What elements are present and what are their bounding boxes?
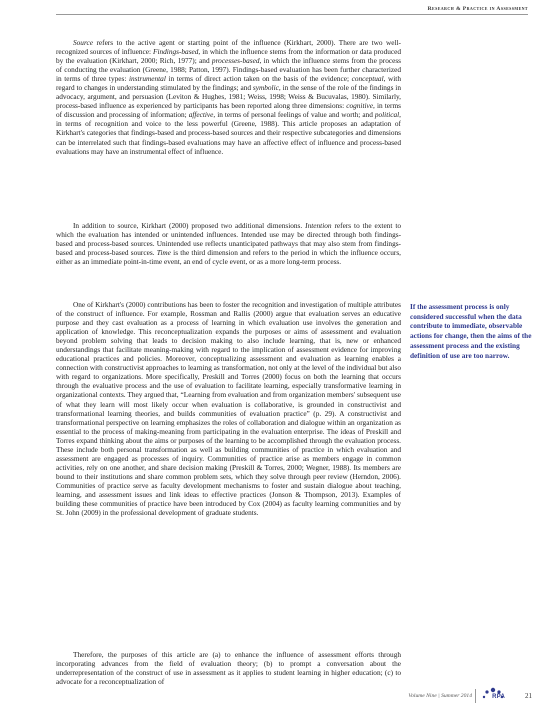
running-head: Research & Practice in Assessment <box>427 6 528 12</box>
paragraph-purposes: Therefore, the purposes of this article are (a) to enhance the influence of assessment efforts through incorporating advances from the field of evaluation theory; (b) to prompt a conversation about the underrepresentation of the construct of use in assessment as it applies to student learning in higher education; (c) to advocate for a reconceptualization of <box>56 650 401 687</box>
page-footer <box>392 686 532 708</box>
footer-journal-info: Volume Nine | Summer 2014 <box>408 693 472 699</box>
pull-quote: If the assessment process is only considered successful when the data contribute to immediate, observable actions for change, then the aims of the assessment process and the existing definition of use are too narrow. <box>410 302 532 360</box>
header-rule <box>56 14 528 15</box>
rpa-logo-text: RPA <box>492 694 505 700</box>
footer-divider <box>475 689 476 703</box>
paragraph-source: Source refers to the active agent or starting point of the influence (Kirkhart, 2000). There are two well-recognized sources of influence: Findings-based, in which the influence stems from the information or data produced by the evaluation (Kirkhart, 2000; Rich, 1977); and processes-based, in which the influence stems from the process of conducting the evaluation (Greene, 1988; Patton, 1997). Findings-based evaluation has been further characterized in terms of three types: instrumental in terms of direct action taken on the basis of the evidence; conceptual, with regard to changes in understanding stimulated by the findings; and symbolic, in the sense of the role of the findings in advocacy, argument, and persuasion (Leviton & Hughes, 1981; Weiss, 1998; Weiss & Bucuvalas, 1980). Similarly, process-based influence as experienced by participants has been reported along three dimensions: cognitive, in terms of discussion and processing of information; affective, in terms of personal feelings of value and worth; and political, in terms of recognition and voice to the less powerful (Greene, 1988). This article proposes an adaptation of Kirkhart's categories that findings-based and process-based sources and their respective subcategories and dimensions can be interrelated such that findings-based evaluations may have an affective effect of influence and process-based evaluations may have an instrumental effect of influence. <box>56 38 402 156</box>
page-number: 21 <box>525 692 532 700</box>
paragraph-kirkhart-contributions: One of Kirkhart's (2000) contributions has been to foster the recognition and investigation of multiple attributes of the construct of influence. For example, Rossman and Rallis (2000) argue that evaluation serves an educative purpose and they cast evaluation as a process of learning in which evaluation use involves the generation and application of knowledge. This reconceptualization expands the purposes or aims of assessment and evaluation beyond problem solving that leads to decision making to also include learning, that is, new or enhanced understandings that facilitate meaning-making with regard to the implication of assessment evidence for improving educational practices and policies. Moreover, conceptualizing assessment and evaluation as learning enables a connection with constructivist approaches to learning as transformation, not only at the level of the individual but also with regard to organizations. More specifically, Preskill and Torres (2000) focus on both the learning that occurs through the evaluative process and the use of evaluation to facilitate learning, especially transformative learning in organizational contexts. They argued that, “Learning from evaluation and from organization members' subsequent use of what they learn will most likely occur when evaluation is collaborative, is grounded in constructivist and transformational learning theories, and builds communities of evaluation practice” (p. 29). A constructivist and transformational perspective on learning emphasizes the roles of collaboration and dialogue within an organization as essential to the process of making-meaning from participating in the evaluation enterprise. The ideas of Preskill and Torres expand thinking about the aims or purposes of the learning to be accomplished through the evaluation process. These include both personal transformation as well as building communities of practice in which evaluation and assessment are engaged as processes of inquiry. Communities of practice arise as members engage in common activities, rely on one another, and share decision making (Preskill & Torres, 2000; Wegner, 1988). Its members are bound to their institutions and share common problem sets, which they solve through peer review (Herndon, 2006). Communities of practice serve as faculty development mechanisms to foster and sustain dialogue about teaching, learning, and assessment issues and link ideas to effective practices (Jonson & Thompson, 2013). Examples of building these communities of practice have been introduced by Cox (2004) as faculty learning communities and by St. John (2009) in the professional development of graduate students. <box>56 300 401 518</box>
paragraph-intention-time: In addition to source, Kirkhart (2000) proposed two additional dimensions. Intention refers to the extent to which the evaluation has intended or unintended influences. Intended use may be directed through both findings-based and process-based sources. Unintended use reflects unanticipated pathways that may also stem from findings-based and process-based sources. Time is the third dimension and refers to the period in which the influence occurs, either as an immediate point-in-time event, an end of cycle event, or as a more long-term process. <box>56 221 401 267</box>
